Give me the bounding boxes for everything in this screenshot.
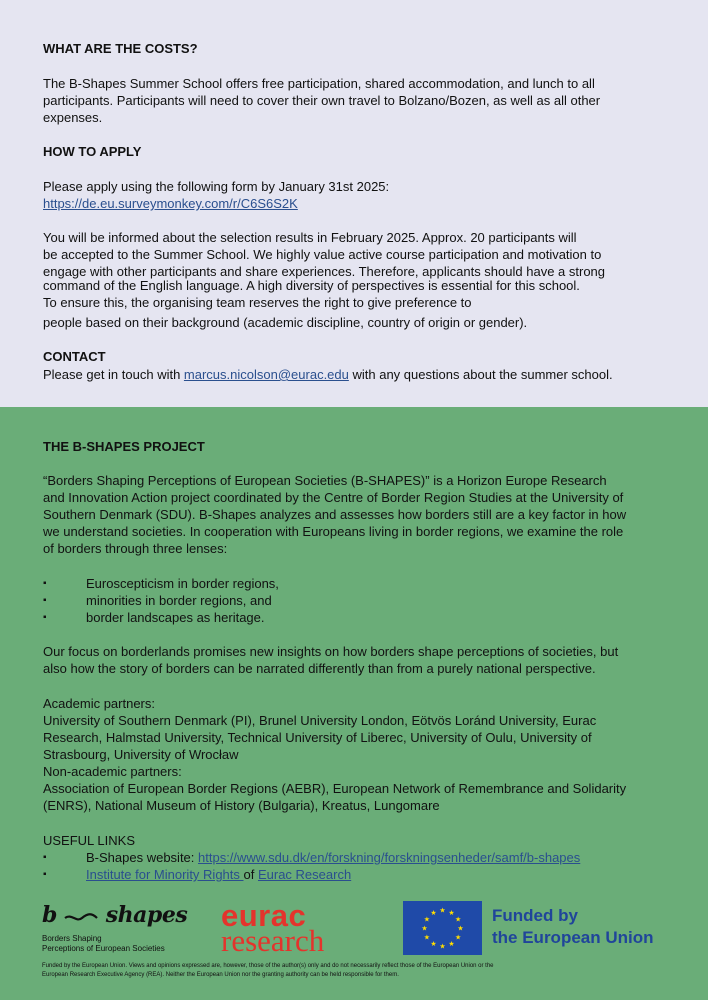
costs-heading: WHAT ARE THE COSTS? [43,41,198,56]
eu-flag-icon [403,901,482,955]
academic-partners: Research, Halmstad University, Technical University of Liberec, University of Oulu, University of [43,730,592,745]
website-link[interactable]: https://www.sdu.dk/en/forskning/forskningsenheder/samf/b-shapes [198,850,581,865]
eu-star-icon: ★ [439,907,446,915]
apply-text: engage with other participants and share experiences. Therefore, applicants should have a strong [43,264,606,279]
list-item: Euroscepticism in border regions, [86,576,279,591]
eu-star-icon: ★ [448,909,455,917]
disclaimer: European Research Executive Agency (REA). Neither the European Union nor the granting authority can be held responsible for them. [42,972,399,978]
eurac-logo-top: eurac [221,898,307,933]
of-text: of [243,867,258,882]
apply-text: command of the English language. A high diversity of perspectives is essential for this school. [43,278,580,293]
apply-text: be accepted to the Summer School. We highly value active course participation and motivation to [43,247,602,262]
academic-partners: University of Southern Denmark (PI), Brunel University London, Eötvös Loránd University, Eurac [43,713,597,728]
apply-text: You will be informed about the selection results in February 2025. Approx. 20 participants will [43,230,577,245]
apply-text: people based on their background (academic discipline, country of origin or gender). [43,315,528,330]
eu-star-icon: ★ [421,925,428,933]
funded-by-text: the European Union [492,928,654,947]
costs-text: The B-Shapes Summer School offers free participation, shared accommodation, and lunch to all [43,76,595,91]
bullet-icon: ▪ [43,578,47,589]
costs-text: participants. Participants will need to cover their own travel to Bolzano/Bozen, as well as all other [43,93,601,108]
eu-star-icon: ★ [423,934,431,942]
list-item: border landscapes as heritage. [86,610,265,625]
eu-star-icon: ★ [454,916,462,924]
nonacademic-partners-label: Non-academic partners: [43,764,182,779]
bshapes-subtitle: Borders Shaping [42,934,102,943]
project-text: of borders through three lenses: [43,541,228,556]
eu-star-icon: ★ [439,943,446,951]
form-link[interactable]: https://de.eu.surveymonkey.com/r/C6S6S2K [43,196,298,211]
contact-pre: Please get in touch with [43,367,184,382]
project-text: “Borders Shaping Perceptions of European Societies (B-SHAPES)” is a Horizon Europe Research [43,473,607,488]
project-text: also how the story of borders can be narrated differently than from a purely national perspective. [43,661,596,676]
bshapes-logo [42,902,187,928]
project-text: Southern Denmark (SDU). B-Shapes analyzes and assesses how borders still are a key factor in how [43,507,627,522]
eu-star-icon: ★ [423,916,431,924]
contact-email-link[interactable]: marcus.nicolson@eurac.edu [183,367,349,382]
eurac-logo-bottom: research [221,923,325,958]
nonacademic-partners: Association of European Border Regions (AEBR), European Network of Remembrance and Solidarity [43,781,627,796]
bshapes-subtitle: Perceptions of European Societies [42,944,165,953]
website-label: B-Shapes website: [86,850,199,865]
contact-post: with any questions about the summer school. [348,367,613,382]
eu-stars-icon [403,901,482,955]
disclaimer: Funded by the European Union. Views and opinions expressed are, however, those of the author(s) only and do not necessarily reflect those of the European Union or the [42,963,494,969]
list-item [86,849,580,866]
apply-text: Please apply using the following form by January 31st 2025: [43,179,390,194]
bullet-icon: ▪ [43,595,47,606]
eu-star-icon: ★ [454,934,462,942]
contact-heading: CONTACT [43,349,106,364]
useful-links-heading: USEFUL LINKS [43,833,135,848]
academic-partners: Strasbourg, University of Wrocław [43,747,239,762]
apply-text: To ensure this, the organising team reserves the right to give preference to [43,295,472,310]
bshapes-logo-b: b [42,902,57,928]
bullet-icon: ▪ [43,612,47,623]
eu-star-icon: ★ [430,909,437,917]
eu-star-icon: ★ [457,925,464,933]
project-text: Our focus on borderlands promises new insights on how borders shape perceptions of societies, but [43,644,619,659]
imr-link[interactable]: Institute for Minority Rights [86,867,244,882]
nonacademic-partners: (ENRS), National Museum of History (Bulgaria), Kreatus, Lungomare [43,798,440,813]
project-heading: THE B-SHAPES PROJECT [43,439,205,454]
funded-by-text: Funded by [492,906,578,925]
eu-star-icon: ★ [448,941,455,949]
contact-text [43,366,613,383]
academic-partners-label: Academic partners: [43,696,155,711]
eurac-research-link[interactable]: Eurac Research [257,867,352,882]
list-item: minorities in border regions, and [86,593,272,608]
bshapes-logo-shapes: shapes [105,902,188,928]
project-text: we understand societies. In cooperation with Europeans living in border regions, we examine the role [43,524,624,539]
bullet-icon: ▪ [43,852,47,863]
border-wave-icon [64,912,98,924]
apply-heading: HOW TO APPLY [43,144,142,159]
bullet-icon: ▪ [43,869,47,880]
list-item [86,866,351,883]
project-text: and Innovation Action project coordinated by the Centre of Border Region Studies at the University of [43,490,624,505]
costs-text: expenses. [43,110,103,125]
eu-star-icon: ★ [430,941,437,949]
